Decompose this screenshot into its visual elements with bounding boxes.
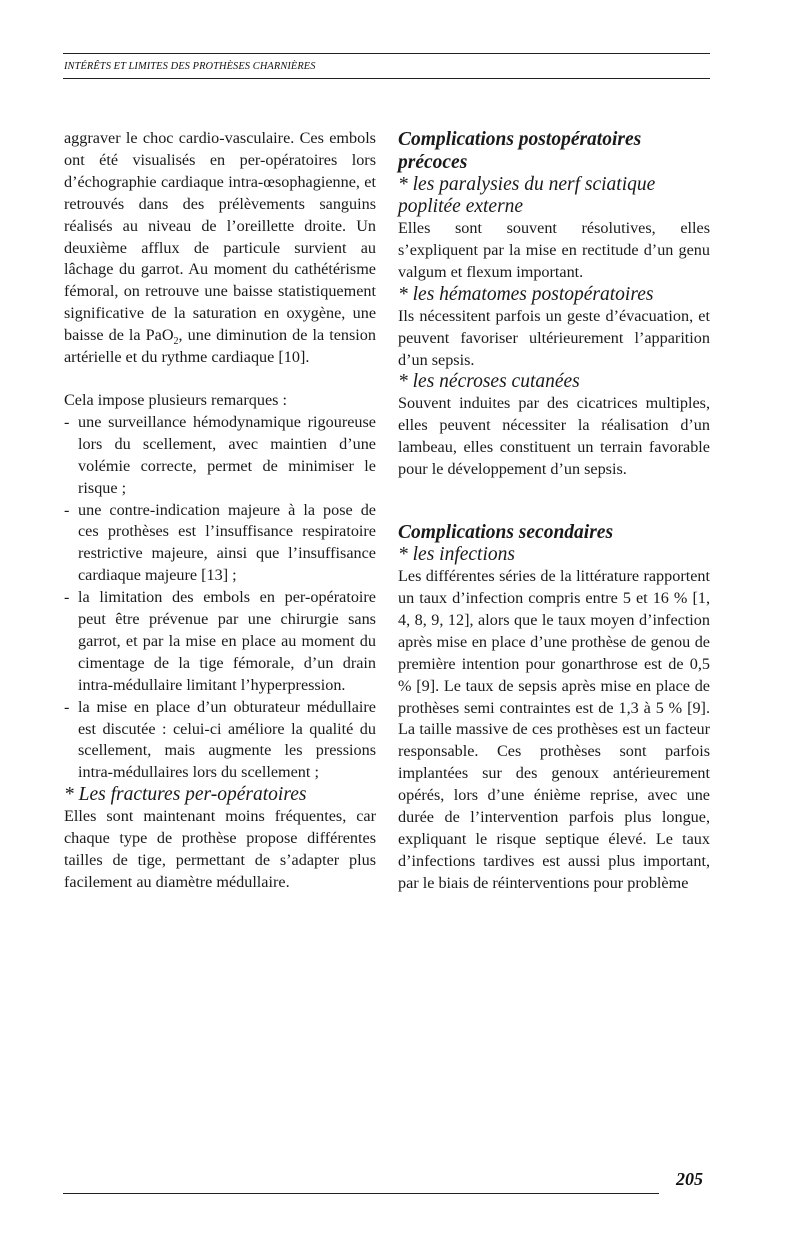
subheading-infections: * les infections [398, 544, 515, 566]
list-item: - une contre-indication majeure à la pose de ces prothèses est l’insuffisance respiratoire restrictive majeure, ainsi que l’insuffisance cardiaque majeure [13] ; [64, 500, 376, 585]
body-paragraph: Ils nécessitent parfois un geste d’évacuation, et peuvent favoriser ultérieurement l’apparition d’un sepsis. [398, 306, 710, 369]
body-paragraph [64, 128, 376, 369]
section-heading-postop: Complications postopératoires précoces [398, 129, 642, 173]
section-heading-fractures: * Les fractures per-opératoires [64, 784, 307, 806]
page-number: 205 [676, 1169, 703, 1189]
list-intro: Cela impose plusieurs remarques : [64, 390, 287, 409]
right-column [398, 128, 710, 895]
footer-rule [63, 1193, 659, 1194]
paragraph-text: , une diminution de la tension artérielle et du rythme cardiaque [10]. [64, 326, 376, 367]
section-heading-secondaires: Complications secondaires [398, 522, 614, 544]
left-column [64, 128, 376, 894]
remarks-list [64, 412, 376, 784]
body-paragraph: Elles sont souvent résolutives, elles s’expliquent par la mise en rectitude d’un genu valgum et flexum important. [398, 219, 710, 281]
header-rule [63, 78, 710, 79]
top-rule [63, 53, 710, 54]
subheading-hematomes: * les hématomes postopératoires [398, 283, 654, 305]
body-paragraph: Souvent induites par des cicatrices multiples, elles peuvent nécessiter la réalisation d’un lambeau, elles constituent un terrain favorable pour le développement d’un sepsis. [398, 394, 710, 479]
subheading-paralysies: * les paralysies du nerf sciatique poplitée externe [398, 174, 656, 217]
paragraph-text: aggraver le choc cardio-vasculaire. Ces embols ont été visualisés en per-opératoires lors d’échographie cardiaque intra-œsophagienne, et retrouvés dans des prélèvements sanguins réalisés au niveau de l’oreillette droite. Un deuxième afflux de particule survient au lâchage du garrot. Au moment du cathétérisme fémoral, on retrouve une baisse statistiquement significative de la saturation en oxygène, une baisse de la PaO [64, 129, 376, 345]
body-paragraph: Elles sont maintenant moins fréquentes, car chaque type de prothèse propose différentes tailles de tige, permettant de s’adapter plus facilement au diamètre médullaire. [64, 807, 376, 891]
list-item: - la limitation des embols en per-opératoire peut être prévenue par une chirurgie sans garrot, et par la mise en place au moment du cimentage de la tige fémorale, d’un drain intra-médullaire limitant l’hyperpression. [64, 588, 376, 694]
running-head: INTÉRÊTS ET LIMITES DES PROTHÈSES CHARNIÈRES [64, 61, 316, 72]
list-item: - la mise en place d’un obturateur médullaire est discutée : celui-ci améliore la qualité du scellement, mais augmente les pressions intra-médullaires lors du scellement ; [64, 697, 376, 782]
subscript: 2 [173, 336, 179, 348]
list-item: - une surveillance hémodynamique rigoureuse lors du scellement, avec maintien d’une volémie correcte, permet de minimiser le risque ; [64, 412, 376, 497]
body-paragraph: Les différentes séries de la littérature rapportent un taux d’infection compris entre 5 et 16 % [1, 4, 8, 9, 12], alors que le taux moyen d’infection après mise en place d’une prothèse de genou de première intention pour gonarthrose est de 0,5 % [9]. Le taux de sepsis après mise en place de prothèses semi contraintes est de 1,3 à 5 % [9]. La taille massive de ces prothèses est un facteur responsable. Ces prothèses sont parfois implantées sur des genoux antérieurement opérés, lors d’une énième reprise, avec une durée de l’intervention parfois plus longue, expliquant le risque septique élevé. Le taux d’infections tardives est aussi plus important, par le biais de réinterventions pour problème [398, 567, 710, 892]
subheading-necroses: * les nécroses cutanées [398, 371, 580, 393]
